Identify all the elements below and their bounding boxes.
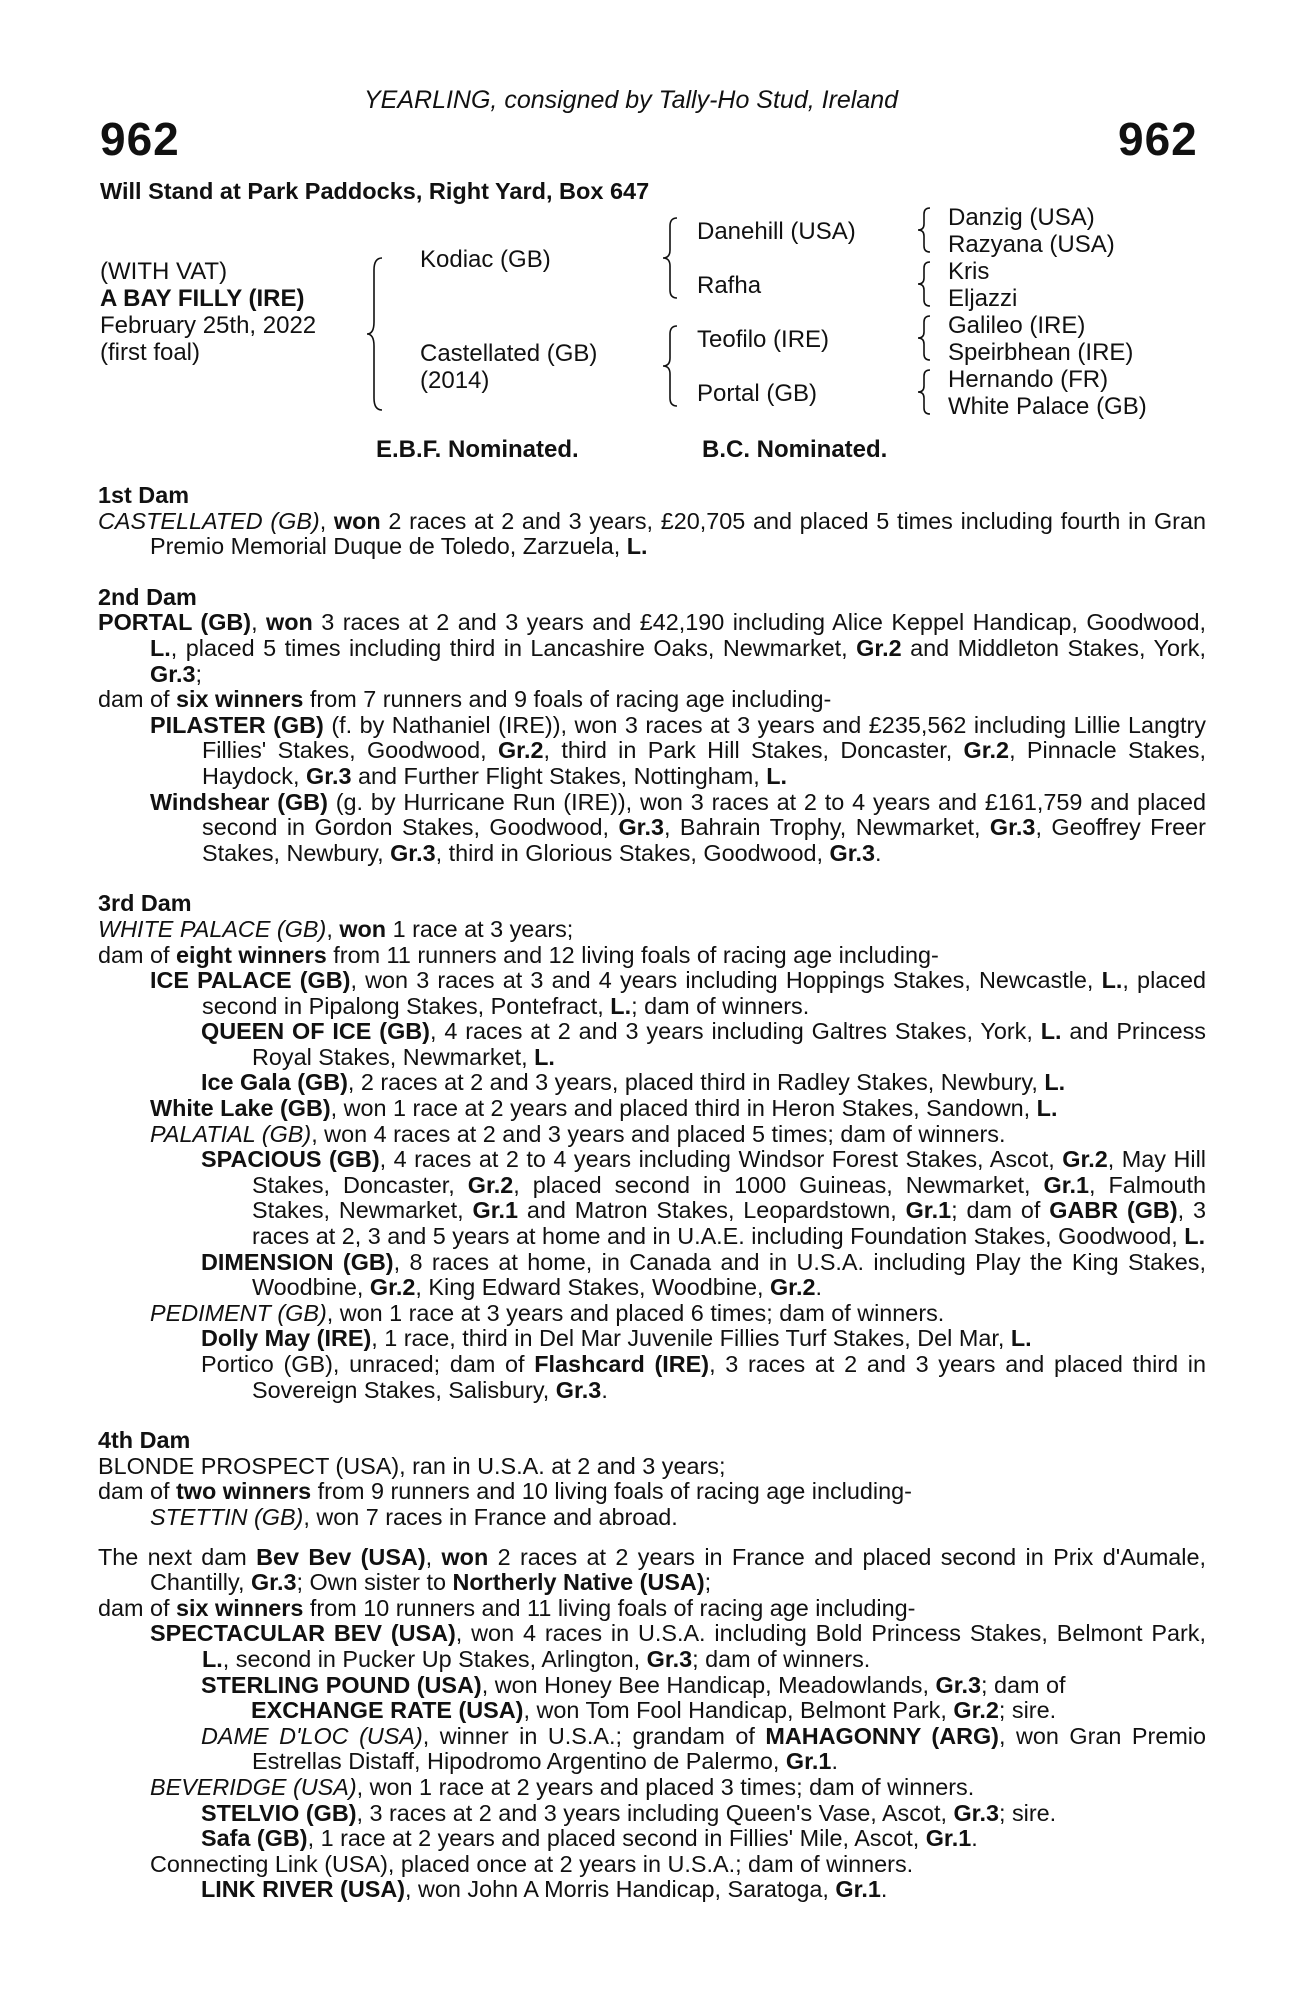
foal-note: (first foal)	[100, 339, 201, 366]
section-2nd-dam	[98, 585, 1206, 867]
pedigree-g7: Hernando (FR)	[948, 366, 1109, 393]
section-next-dam	[98, 1545, 1206, 1903]
pedigree-dam-year: (2014)	[420, 367, 490, 394]
dam4-produce-stettin: STETTIN (GB), won 7 races in France and abroad.	[150, 1503, 678, 1530]
pedigree-g6: Speirbhean (IRE)	[948, 339, 1134, 366]
dam3-record: WHITE PALACE (GB), won 1 race at 3 years;	[98, 915, 574, 942]
next-dam-produce-summary: dam of six winners from 10 runners and 11 living foals of racing age including-	[98, 1594, 916, 1621]
dam1-record: CASTELLATED (GB), won 2 races at 2 and 3 years, £20,705 and placed 5 times including fourth in Gran Premio Memorial Duque de Toledo, Zarzuela, L.	[98, 507, 1206, 560]
foaling-date: February 25th, 2022	[100, 312, 317, 339]
next-dam-grandproduce-sterling-pound: STERLING POUND (USA), won Honey Bee Handicap, Meadowlands, Gr.3; dam of	[201, 1671, 1066, 1698]
heading-3rd-dam: 3rd Dam	[98, 890, 192, 917]
heading-4th-dam: 4th Dam	[98, 1427, 191, 1454]
pedigree-brace-main	[366, 256, 386, 412]
next-dam-grandproduce-stelvio: STELVIO (GB), 3 races at 2 and 3 years including Queen's Vase, Ascot, Gr.3; sire.	[201, 1799, 1057, 1826]
dam3-produce-pediment: PEDIMENT (GB), won 1 race at 3 years and placed 6 times; dam of winners.	[150, 1299, 945, 1326]
dam3-grandproduce-dolly-may: Dolly May (IRE), 1 race, third in Del Mar Juvenile Fillies Turf Stakes, Del Mar, L.	[201, 1325, 1032, 1352]
horse-name: A BAY FILLY (IRE)	[100, 285, 305, 312]
pedigree-g2: Razyana (USA)	[948, 231, 1115, 258]
bc-nomination: B.C. Nominated.	[702, 436, 888, 463]
section-3rd-dam	[98, 891, 1206, 1403]
pedigree-sire-sire: Danehill (USA)	[697, 218, 856, 245]
dam3-grandproduce-spacious: SPACIOUS (GB), 4 races at 2 to 4 years including Windsor Forest Stakes, Ascot, Gr.2, May Hill Stakes, Doncaster, Gr.2, placed second in 1000 Guineas, Newmarket, Gr.1, Falmouth Stakes, Newmarket, Gr.1 and Matron Stakes, Leopardstown, Gr.1; dam of GABR (GB), 3 races at 2, 3 and 5 years at home and in U.A.E. including Foundation Stakes, Goodwood, L.	[201, 1146, 1206, 1250]
next-dam-produce-beveridge: BEVERIDGE (USA), won 1 race at 2 years and placed 3 times; dam of winners.	[150, 1773, 975, 1800]
pedigree-g5: Galileo (IRE)	[948, 312, 1086, 339]
next-dam-record: The next dam Bev Bev (USA), won 2 races at 2 years in France and placed second in Prix d'Aumale, Chantilly, Gr.3; Own sister to Northerly Native (USA);	[98, 1543, 1207, 1596]
section-4th-dam	[98, 1428, 1206, 1530]
stand-location: Will Stand at Park Paddocks, Right Yard, Box 647	[100, 178, 650, 204]
dam3-produce-ice-palace: ICE PALACE (GB), won 3 races at 3 and 4 years including Hoppings Stakes, Newcastle, L., placed second in Pipalong Stakes, Pontefract, L.; dam of winners.	[150, 967, 1206, 1019]
dam4-produce-summary: dam of two winners from 9 runners and 10 living foals of racing age including-	[98, 1478, 912, 1505]
consignment-line: YEARLING, consigned by Tally-Ho Stud, Ireland	[364, 86, 899, 114]
pedigree-g8: White Palace (GB)	[948, 393, 1147, 420]
heading-2nd-dam: 2nd Dam	[98, 583, 197, 610]
pedigree-dam: Castellated (GB)	[420, 340, 598, 367]
catalogue-body	[98, 483, 1206, 1903]
next-dam-produce-spectacular-bev: SPECTACULAR BEV (USA), won 4 races in U.S.A. including Bold Princess Stakes, Belmont Park, L., second in Pucker Up Stakes, Arlington, Gr.3; dam of winners.	[150, 1620, 1206, 1672]
dam3-produce-white-lake: White Lake (GB), won 1 race at 2 years and placed third in Heron Stakes, Sandown, L.	[150, 1095, 1058, 1122]
pedigree-g1: Danzig (USA)	[948, 204, 1095, 231]
dam2-produce-windshear: Windshear (GB) (g. by Hurricane Run (IRE)), won 3 races at 2 to 4 years and £161,759 and placed second in Gordon Stakes, Goodwood, Gr.3, Bahrain Trophy, Newmarket, Gr.3, Geoffrey Freer Stakes, Newbury, Gr.3, third in Glorious Stakes, Goodwood, Gr.3.	[150, 788, 1206, 866]
pedigree-brace-g2	[916, 260, 932, 308]
dam2-produce-pilaster: PILASTER (GB) (f. by Nathaniel (IRE)), won 3 races at 3 years and £235,562 including Lillie Langtry Fillies' Stakes, Goodwood, Gr.2, third in Park Hill Stakes, Doncaster, Gr.2, Pinnacle Stakes, Haydock, Gr.3 and Further Flight Stakes, Nottingham, L.	[150, 711, 1206, 789]
dam3-grandproduce-ice-gala: Ice Gala (GB), 2 races at 2 and 3 years, placed third in Radley Stakes, Newbury, L.	[201, 1069, 1066, 1096]
vat-note: (WITH VAT)	[100, 258, 228, 285]
dam3-grandproduce-queen-of-ice: QUEEN OF ICE (GB), 4 races at 2 and 3 years including Galtres Stakes, York, L. and Princess Royal Stakes, Newmarket, L.	[201, 1018, 1207, 1070]
pedigree-brace-sire	[662, 216, 680, 300]
next-dam-grandproduce-safa: Safa (GB), 1 race at 2 years and placed second in Fillies' Mile, Ascot, Gr.1.	[201, 1825, 978, 1852]
pedigree-brace-g3	[916, 314, 932, 362]
pedigree-g3: Kris	[948, 258, 990, 285]
dam2-produce-summary: dam of six winners from 7 runners and 9 foals of racing age including-	[98, 686, 832, 713]
next-dam-grandproduce-dame-dloc: DAME D'LOC (USA), winner in U.S.A.; grandam of MAHAGONNY (ARG), won Gran Premio Estrellas Distaff, Hipodromo Argentino de Palermo, Gr.1.	[201, 1722, 1207, 1775]
pedigree-sire: Kodiac (GB)	[420, 246, 551, 273]
next-dam-produce-connecting-link: Connecting Link (USA), placed once at 2 years in U.S.A.; dam of winners.	[150, 1850, 914, 1877]
next-dam-grandproduce-link-river: LINK RIVER (USA), won John A Morris Handicap, Saratoga, Gr.1.	[201, 1876, 888, 1903]
dam3-produce-summary: dam of eight winners from 11 runners and 12 living foals of racing age including-	[98, 941, 939, 968]
ebf-nomination: E.B.F. Nominated.	[376, 436, 579, 463]
dam3-produce-palatial: PALATIAL (GB), won 4 races at 2 and 3 years and placed 5 times; dam of winners.	[150, 1120, 1006, 1147]
section-1st-dam	[98, 483, 1206, 560]
lot-number-left: 962	[100, 113, 180, 165]
pedigree-g4: Eljazzi	[948, 285, 1018, 312]
lot-number-right: 962	[1118, 113, 1198, 165]
pedigree-brace-dam	[662, 324, 680, 408]
pedigree-dam-dam: Portal (GB)	[697, 380, 818, 407]
dam2-record: PORTAL (GB), won 3 races at 2 and 3 years and £42,190 including Alice Keppel Handicap, Goodwood, L., placed 5 times including third in Lancashire Oaks, Newmarket, Gr.2 and Middleton Stakes, York, Gr.3;	[98, 609, 1206, 687]
heading-1st-dam: 1st Dam	[98, 482, 190, 508]
pedigree-brace-g4	[916, 368, 932, 416]
dam3-grandproduce-dimension: DIMENSION (GB), 8 races at home, in Canada and in U.S.A. including Play the King Stakes, Woodbine, Gr.2, King Edward Stakes, Woodbine, Gr.2.	[201, 1248, 1207, 1301]
dam4-record: BLONDE PROSPECT (USA), ran in U.S.A. at 2 and 3 years;	[98, 1452, 726, 1479]
pedigree-brace-g1	[916, 206, 932, 254]
pedigree-dam-sire: Teofilo (IRE)	[697, 326, 830, 353]
dam3-grandproduce-portico: Portico (GB), unraced; dam of Flashcard (IRE), 3 races at 2 and 3 years and placed third in Sovereign Stakes, Salisbury, Gr.3.	[201, 1351, 1206, 1403]
pedigree-sire-dam: Rafha	[697, 272, 762, 299]
next-dam-greatgrandproduce-exchange-rate: EXCHANGE RATE (USA), won Tom Fool Handicap, Belmont Park, Gr.2; sire.	[251, 1697, 1057, 1724]
